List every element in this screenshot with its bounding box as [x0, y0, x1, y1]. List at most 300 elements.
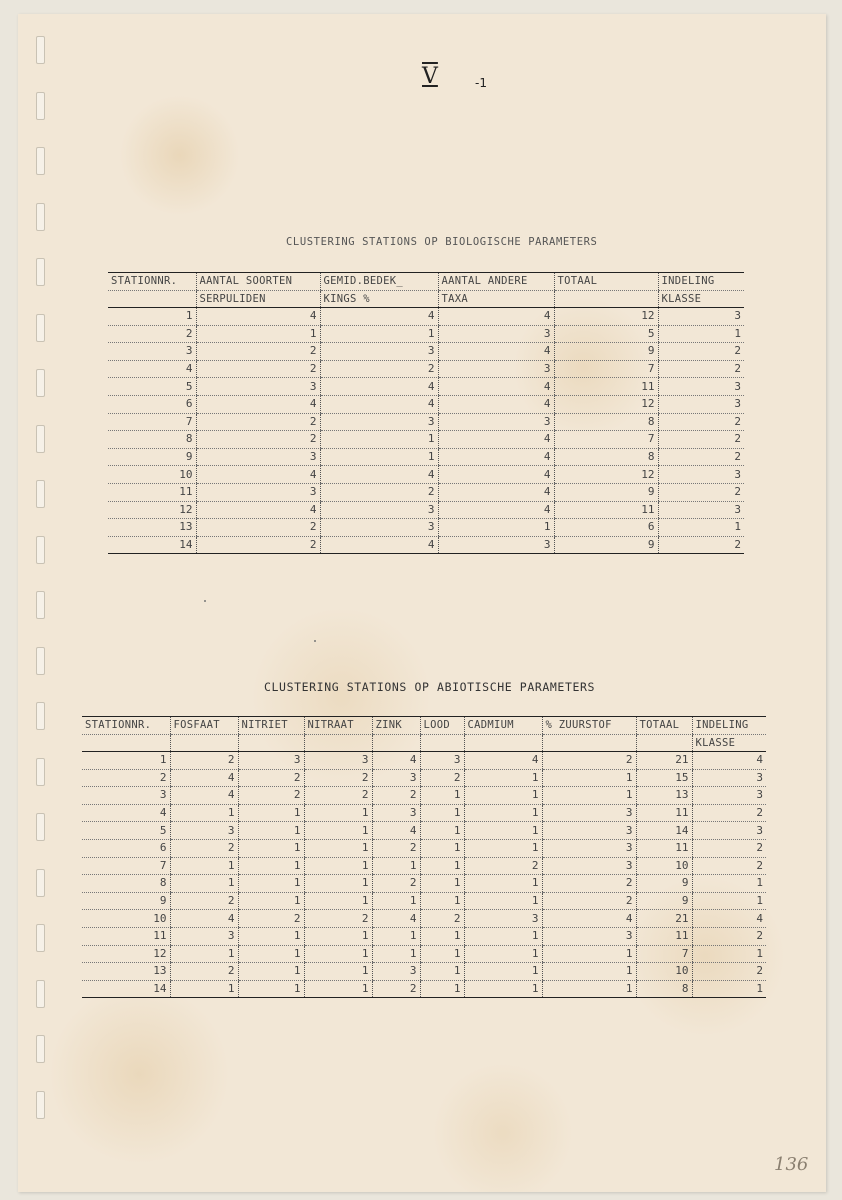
table-cell: 2 [372, 980, 420, 998]
abiotic-column-header: FOSFAAT [170, 717, 238, 735]
biological-column-header: AANTAL SOORTEN [196, 273, 320, 291]
table-cell: 2 [196, 343, 320, 361]
table-row [82, 875, 766, 893]
table-cell: 2 [658, 483, 744, 501]
biological-header-row [108, 290, 744, 308]
table-cell: 1 [238, 839, 304, 857]
table-cell: 8 [108, 431, 196, 449]
table-cell: 9 [554, 483, 658, 501]
table-cell: 2 [464, 857, 542, 875]
table-cell: 1 [542, 980, 636, 998]
table-cell: 9 [82, 892, 170, 910]
table-cell: 1 [304, 963, 372, 981]
table-cell: 3 [372, 769, 420, 787]
abiotic-column-header [238, 734, 304, 752]
table-cell: 9 [636, 875, 692, 893]
table-cell: 1 [170, 945, 238, 963]
table-cell: 12 [554, 308, 658, 326]
table-cell: 4 [82, 804, 170, 822]
binding-hole [36, 480, 45, 508]
table-cell: 1 [692, 892, 766, 910]
table-cell: 1 [420, 927, 464, 945]
table-cell: 2 [82, 769, 170, 787]
table-cell: 11 [82, 927, 170, 945]
table-cell: 9 [636, 892, 692, 910]
binding-hole [36, 758, 45, 786]
table-cell: 1 [304, 857, 372, 875]
table-cell: 1 [238, 963, 304, 981]
table-cell: 12 [554, 466, 658, 484]
table-cell: 1 [420, 945, 464, 963]
table-cell: 4 [170, 910, 238, 928]
table-cell: 1 [372, 927, 420, 945]
table-cell: 2 [372, 787, 420, 805]
table-cell: 3 [438, 360, 554, 378]
table-cell: 1 [464, 839, 542, 857]
table-cell: 10 [636, 963, 692, 981]
abiotic-column-header [636, 734, 692, 752]
table-cell: 1 [658, 519, 744, 537]
table-cell: 14 [82, 980, 170, 998]
table-cell: 1 [304, 927, 372, 945]
table-cell: 12 [554, 395, 658, 413]
abiotic-column-header: CADMIUM [464, 717, 542, 735]
table-cell: 3 [372, 804, 420, 822]
table-cell: 1 [420, 787, 464, 805]
table-cell: 4 [196, 501, 320, 519]
table-row [82, 945, 766, 963]
table-cell: 4 [320, 395, 438, 413]
table-cell: 4 [196, 308, 320, 326]
table-cell: 11 [108, 483, 196, 501]
table-row [82, 752, 766, 770]
biological-column-header: INDELING [658, 273, 744, 291]
table-cell: 3 [658, 308, 744, 326]
table-cell: 2 [692, 963, 766, 981]
table-cell: 2 [658, 448, 744, 466]
binding-hole [36, 980, 45, 1008]
table-cell: 6 [554, 519, 658, 537]
table-cell: 1 [372, 945, 420, 963]
table-row [108, 413, 744, 431]
binding-hole [36, 203, 45, 231]
abiotic-column-header: LOOD [420, 717, 464, 735]
table-cell: 3 [658, 378, 744, 396]
biological-column-header: GEMID.BEDEK_ [320, 273, 438, 291]
biological-column-header: TAXA [438, 290, 554, 308]
table-cell: 4 [438, 483, 554, 501]
table-cell: 2 [196, 413, 320, 431]
table-cell: 2 [320, 483, 438, 501]
table-cell: 10 [108, 466, 196, 484]
binding-hole [36, 536, 45, 564]
table-row [108, 519, 744, 537]
abiotic-column-header [542, 734, 636, 752]
table-cell: 14 [108, 536, 196, 554]
table-cell: 11 [636, 927, 692, 945]
table-cell: 10 [636, 857, 692, 875]
table-cell: 2 [692, 839, 766, 857]
table-cell: 1 [304, 839, 372, 857]
table-cell: 1 [464, 769, 542, 787]
table-cell: 3 [196, 378, 320, 396]
binding-hole [36, 813, 45, 841]
table-cell: 9 [554, 536, 658, 554]
table-cell: 1 [320, 448, 438, 466]
table-cell: 1 [238, 804, 304, 822]
binding-hole [36, 647, 45, 675]
abiotic-column-header [304, 734, 372, 752]
table-cell: 1 [464, 804, 542, 822]
biological-clustering-table [108, 272, 744, 554]
table-cell: 13 [108, 519, 196, 537]
table-cell: 2 [658, 343, 744, 361]
table-cell: 1 [238, 892, 304, 910]
table-cell: 13 [82, 963, 170, 981]
table-cell: 3 [438, 536, 554, 554]
abiotic-column-header [82, 734, 170, 752]
speck [204, 600, 206, 602]
table-cell: 1 [196, 325, 320, 343]
table-cell: 11 [636, 804, 692, 822]
table-cell: 12 [108, 501, 196, 519]
table-cell: 1 [464, 945, 542, 963]
table-cell: 4 [438, 431, 554, 449]
table-cell: 1 [238, 980, 304, 998]
binding-hole [36, 1035, 45, 1063]
table-cell: 15 [636, 769, 692, 787]
table-cell: 4 [692, 752, 766, 770]
abiotic-clustering-table [82, 716, 766, 998]
table-row [82, 787, 766, 805]
table-row [82, 892, 766, 910]
abiotic-header-row [82, 717, 766, 735]
table-cell: 1 [238, 822, 304, 840]
table-cell: 1 [320, 325, 438, 343]
table-row [82, 927, 766, 945]
table-cell: 1 [692, 875, 766, 893]
table-cell: 5 [108, 378, 196, 396]
table-cell: 1 [238, 945, 304, 963]
table-cell: 2 [658, 431, 744, 449]
page-number: 136 [774, 1154, 809, 1175]
table-cell: 3 [692, 787, 766, 805]
table-cell: 1 [170, 875, 238, 893]
table-cell: 4 [320, 378, 438, 396]
table-cell: 1 [420, 804, 464, 822]
table-cell: 6 [108, 395, 196, 413]
biological-column-header: KINGS % [320, 290, 438, 308]
table-cell: 1 [658, 325, 744, 343]
table-cell: 3 [542, 822, 636, 840]
table-cell: 4 [320, 466, 438, 484]
abiotic-column-header: TOTAAL [636, 717, 692, 735]
table-cell: 2 [196, 360, 320, 378]
table-cell: 2 [238, 769, 304, 787]
table-cell: 3 [692, 769, 766, 787]
table-cell: 4 [372, 822, 420, 840]
binding-hole [36, 924, 45, 952]
table-cell: 1 [420, 857, 464, 875]
table-cell: 7 [554, 431, 658, 449]
table-cell: 2 [658, 360, 744, 378]
table-cell: 2 [542, 892, 636, 910]
table-row [108, 536, 744, 554]
table-cell: 3 [438, 413, 554, 431]
table-cell: 1 [464, 892, 542, 910]
table-cell: 4 [438, 395, 554, 413]
table-cell: 1 [542, 963, 636, 981]
table-cell: 3 [542, 804, 636, 822]
table-cell: 3 [82, 787, 170, 805]
table-row [82, 769, 766, 787]
table-cell: 1 [420, 839, 464, 857]
binding-hole [36, 702, 45, 730]
table-cell: 4 [372, 910, 420, 928]
table-cell: 4 [438, 448, 554, 466]
section-suffix: -1 [475, 76, 487, 90]
table-cell: 4 [542, 910, 636, 928]
table-cell: 11 [554, 501, 658, 519]
table-cell: 1 [320, 431, 438, 449]
table-cell: 3 [658, 466, 744, 484]
biological-column-header: TOTAAL [554, 273, 658, 291]
biological-column-header: AANTAL ANDERE [438, 273, 554, 291]
table-cell: 2 [542, 875, 636, 893]
table-cell: 1 [238, 927, 304, 945]
table-cell: 2 [692, 927, 766, 945]
binding-hole [36, 425, 45, 453]
table-cell: 4 [438, 501, 554, 519]
table-cell: 4 [438, 343, 554, 361]
table-row [108, 431, 744, 449]
table-cell: 1 [372, 892, 420, 910]
table-cell: 6 [82, 839, 170, 857]
table-cell: 3 [320, 343, 438, 361]
table-cell: 3 [542, 857, 636, 875]
table-row [82, 963, 766, 981]
table-cell: 2 [170, 892, 238, 910]
table-cell: 1 [542, 769, 636, 787]
table-cell: 2 [170, 839, 238, 857]
table-cell: 11 [554, 378, 658, 396]
table-cell: 2 [372, 839, 420, 857]
table-cell: 8 [636, 980, 692, 998]
binding-hole [36, 369, 45, 397]
abiotic-column-header [372, 734, 420, 752]
document-page [18, 14, 826, 1192]
table-cell: 4 [196, 395, 320, 413]
table-cell: 4 [170, 787, 238, 805]
table-cell: 1 [372, 857, 420, 875]
table-row [108, 466, 744, 484]
table-cell: 1 [304, 804, 372, 822]
abiotic-table-title: CLUSTERING STATIONS OP ABIOTISCHE PARAMETERS [264, 680, 596, 694]
table-cell: 1 [420, 822, 464, 840]
table-cell: 1 [464, 875, 542, 893]
table-cell: 5 [554, 325, 658, 343]
table-cell: 1 [542, 787, 636, 805]
table-cell: 1 [304, 875, 372, 893]
table-cell: 12 [82, 945, 170, 963]
table-cell: 2 [692, 857, 766, 875]
table-row [108, 325, 744, 343]
table-cell: 2 [170, 752, 238, 770]
table-cell: 1 [304, 945, 372, 963]
table-cell: 1 [420, 980, 464, 998]
table-row [108, 483, 744, 501]
table-cell: 14 [636, 822, 692, 840]
table-cell: 2 [238, 787, 304, 805]
section-numeral: V [422, 64, 438, 89]
table-row [82, 822, 766, 840]
binding-holes [36, 36, 46, 1156]
table-cell: 2 [304, 787, 372, 805]
table-row [82, 804, 766, 822]
abiotic-header-row [82, 734, 766, 752]
table-cell: 13 [636, 787, 692, 805]
table-cell: 3 [658, 395, 744, 413]
table-cell: 11 [636, 839, 692, 857]
table-cell: 1 [438, 519, 554, 537]
table-cell: 2 [372, 875, 420, 893]
biological-column-header [554, 290, 658, 308]
table-row [82, 839, 766, 857]
abiotic-column-header: KLASSE [692, 734, 766, 752]
table-cell: 2 [658, 413, 744, 431]
biological-table-title: CLUSTERING STATIONS OP BIOLOGISCHE PARAMETERS [286, 236, 598, 248]
table-cell: 1 [108, 308, 196, 326]
table-cell: 2 [420, 769, 464, 787]
table-row [108, 448, 744, 466]
table-cell: 4 [320, 536, 438, 554]
binding-hole [36, 314, 45, 342]
table-cell: 5 [82, 822, 170, 840]
table-cell: 4 [464, 752, 542, 770]
biological-column-header: KLASSE [658, 290, 744, 308]
table-cell: 3 [108, 343, 196, 361]
table-cell: 1 [692, 945, 766, 963]
table-cell: 1 [304, 980, 372, 998]
table-cell: 4 [438, 466, 554, 484]
table-cell: 3 [542, 839, 636, 857]
table-cell: 2 [304, 910, 372, 928]
table-cell: 7 [636, 945, 692, 963]
table-cell: 3 [304, 752, 372, 770]
table-cell: 1 [238, 857, 304, 875]
abiotic-column-header: STATIONNR. [82, 717, 170, 735]
table-cell: 21 [636, 910, 692, 928]
table-cell: 1 [420, 875, 464, 893]
table-cell: 4 [372, 752, 420, 770]
table-cell: 1 [170, 804, 238, 822]
table-cell: 3 [320, 501, 438, 519]
table-cell: 4 [320, 308, 438, 326]
table-cell: 3 [658, 501, 744, 519]
table-cell: 2 [320, 360, 438, 378]
table-cell: 8 [82, 875, 170, 893]
table-cell: 1 [464, 927, 542, 945]
table-cell: 1 [420, 892, 464, 910]
table-cell: 4 [108, 360, 196, 378]
table-cell: 1 [82, 752, 170, 770]
biological-column-header: SERPULIDEN [196, 290, 320, 308]
binding-hole [36, 258, 45, 286]
table-cell: 3 [320, 413, 438, 431]
abiotic-column-header [170, 734, 238, 752]
table-cell: 8 [554, 413, 658, 431]
biological-column-header: STATIONNR. [108, 273, 196, 291]
binding-hole [36, 1091, 45, 1119]
speck [314, 640, 316, 642]
table-cell: 1 [542, 945, 636, 963]
table-cell: 3 [692, 822, 766, 840]
table-row [108, 360, 744, 378]
table-cell: 3 [196, 448, 320, 466]
table-row [108, 343, 744, 361]
table-cell: 3 [420, 752, 464, 770]
table-cell: 2 [304, 769, 372, 787]
table-cell: 9 [108, 448, 196, 466]
table-cell: 3 [438, 325, 554, 343]
table-cell: 3 [170, 822, 238, 840]
table-cell: 1 [464, 980, 542, 998]
abiotic-column-header: % ZUURSTOF [542, 717, 636, 735]
table-cell: 4 [196, 466, 320, 484]
table-cell: 1 [464, 822, 542, 840]
table-cell: 2 [170, 963, 238, 981]
table-cell: 2 [108, 325, 196, 343]
table-cell: 2 [196, 519, 320, 537]
table-cell: 4 [170, 769, 238, 787]
table-cell: 1 [464, 787, 542, 805]
table-cell: 1 [170, 857, 238, 875]
table-cell: 2 [658, 536, 744, 554]
table-row [82, 910, 766, 928]
table-cell: 2 [238, 910, 304, 928]
abiotic-column-header: ZINK [372, 717, 420, 735]
table-cell: 3 [542, 927, 636, 945]
table-cell: 1 [170, 980, 238, 998]
table-cell: 2 [196, 536, 320, 554]
table-cell: 7 [82, 857, 170, 875]
binding-hole [36, 92, 45, 120]
table-cell: 1 [304, 892, 372, 910]
abiotic-column-header: NITRIET [238, 717, 304, 735]
table-cell: 2 [692, 804, 766, 822]
table-cell: 3 [320, 519, 438, 537]
binding-hole [36, 869, 45, 897]
abiotic-column-header [464, 734, 542, 752]
table-cell: 3 [372, 963, 420, 981]
binding-hole [36, 591, 45, 619]
abiotic-column-header: INDELING [692, 717, 766, 735]
table-row [108, 395, 744, 413]
table-cell: 1 [464, 963, 542, 981]
table-row [108, 378, 744, 396]
binding-hole [36, 36, 45, 64]
table-cell: 1 [238, 875, 304, 893]
table-row [108, 501, 744, 519]
table-cell: 1 [304, 822, 372, 840]
table-cell: 7 [108, 413, 196, 431]
biological-column-header [108, 290, 196, 308]
table-cell: 9 [554, 343, 658, 361]
table-row [82, 857, 766, 875]
table-cell: 10 [82, 910, 170, 928]
table-cell: 8 [554, 448, 658, 466]
table-cell: 3 [196, 483, 320, 501]
